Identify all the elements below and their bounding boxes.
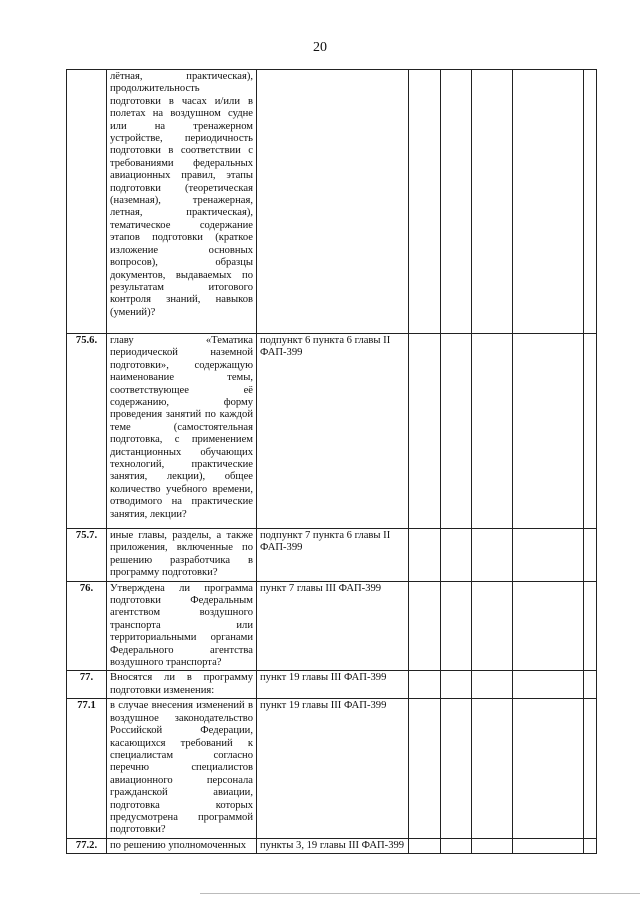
answer-cell: [409, 671, 441, 699]
answer-cell: [409, 581, 441, 671]
answer-cell: [409, 699, 441, 838]
answer-cell: [513, 581, 584, 671]
table-row: [67, 581, 597, 671]
row-reference: пункт 19 главы III ФАП-399: [257, 699, 409, 838]
answer-cell: [513, 699, 584, 838]
answer-cell: [513, 671, 584, 699]
answer-cell: [584, 838, 597, 853]
scan-edge-line: [200, 893, 640, 894]
answer-cell: [584, 671, 597, 699]
answer-cell: [584, 581, 597, 671]
table-row: [67, 334, 597, 529]
answer-cell: [409, 529, 441, 582]
row-reference: пункты 3, 19 главы III ФАП-399: [257, 838, 409, 853]
row-question: по решению уполномоченных: [107, 838, 257, 853]
table-row: [67, 671, 597, 699]
answer-cell: [409, 334, 441, 529]
row-reference: подпункт 6 пункта 6 главы II ФАП-399: [257, 334, 409, 529]
answer-cell: [584, 699, 597, 838]
row-number: 75.7.: [67, 529, 107, 582]
answer-cell: [584, 334, 597, 529]
answer-cell: [472, 581, 513, 671]
row-reference: пункт 19 главы III ФАП-399: [257, 671, 409, 699]
row-question: главу «Тематика периодической наземной подготовки», содержащую наименование темы, соответствующее её содержанию, форму проведения занятий по каждой теме (самостоятельная подготовка, с применением дистанционных обучающих технологий, практические занятия, лекции), общее количество учебного времени, отводимого на практические занятия, лекции?: [107, 334, 257, 529]
row-question: Вносятся ли в программу подготовки изменения:: [107, 671, 257, 699]
answer-cell: [472, 70, 513, 334]
answer-cell: [441, 581, 472, 671]
table-row: [67, 838, 597, 853]
answer-cell: [472, 671, 513, 699]
answer-cell: [472, 699, 513, 838]
answer-cell: [513, 838, 584, 853]
page-number: 20: [313, 40, 327, 55]
answer-cell: [409, 838, 441, 853]
answer-cell: [513, 334, 584, 529]
table-row: [67, 699, 597, 838]
answer-cell: [513, 70, 584, 334]
answer-cell: [584, 70, 597, 334]
row-number: 77.2.: [67, 838, 107, 853]
row-reference: [257, 70, 409, 334]
row-question: лётная, практическая), продолжительность подготовки в часах и/или в полетах на воздушном судне или на тренажерном устройстве, периодичность подготовки в соответствии с требованиями федеральных авиационных правил, этапы подготовки (теоретическая (наземная), тренажерная, летная, практическая), тематическое содержание этапов подготовки (краткое изложение основных вопросов), образцы документов, выдаваемых по результатам итогового контроля знаний, навыков (умений)?: [107, 70, 257, 334]
answer-cell: [472, 529, 513, 582]
row-number: [67, 70, 107, 334]
row-number: 77.1: [67, 699, 107, 838]
answer-cell: [441, 699, 472, 838]
answer-cell: [441, 334, 472, 529]
row-reference: подпункт 7 пункта 6 главы II ФАП-399: [257, 529, 409, 582]
answer-cell: [513, 529, 584, 582]
row-question: Утверждена ли программа подготовки Федеральным агентством воздушного транспорта или территориальными органами Федерального агентства воздушного транспорта?: [107, 581, 257, 671]
answer-cell: [584, 529, 597, 582]
answer-cell: [409, 70, 441, 334]
answer-cell: [441, 70, 472, 334]
answer-cell: [441, 838, 472, 853]
row-number: 77.: [67, 671, 107, 699]
row-question: в случае внесения изменений в воздушное законодательство Российской Федерации, касающихся требований к специалистам согласно перечню специалистов авиационного персонала гражданской авиации, подготовка которых предусмотрена программой подготовки?: [107, 699, 257, 838]
table-row: [67, 70, 597, 334]
row-reference: пункт 7 главы III ФАП-399: [257, 581, 409, 671]
checklist-table: [66, 69, 597, 854]
answer-cell: [472, 334, 513, 529]
answer-cell: [441, 671, 472, 699]
answer-cell: [472, 838, 513, 853]
row-number: 75.6.: [67, 334, 107, 529]
answer-cell: [441, 529, 472, 582]
row-number: 76.: [67, 581, 107, 671]
table-row: [67, 529, 597, 582]
row-question: иные главы, разделы, а также приложения, включенные по решению разработчика в программу подготовки?: [107, 529, 257, 582]
